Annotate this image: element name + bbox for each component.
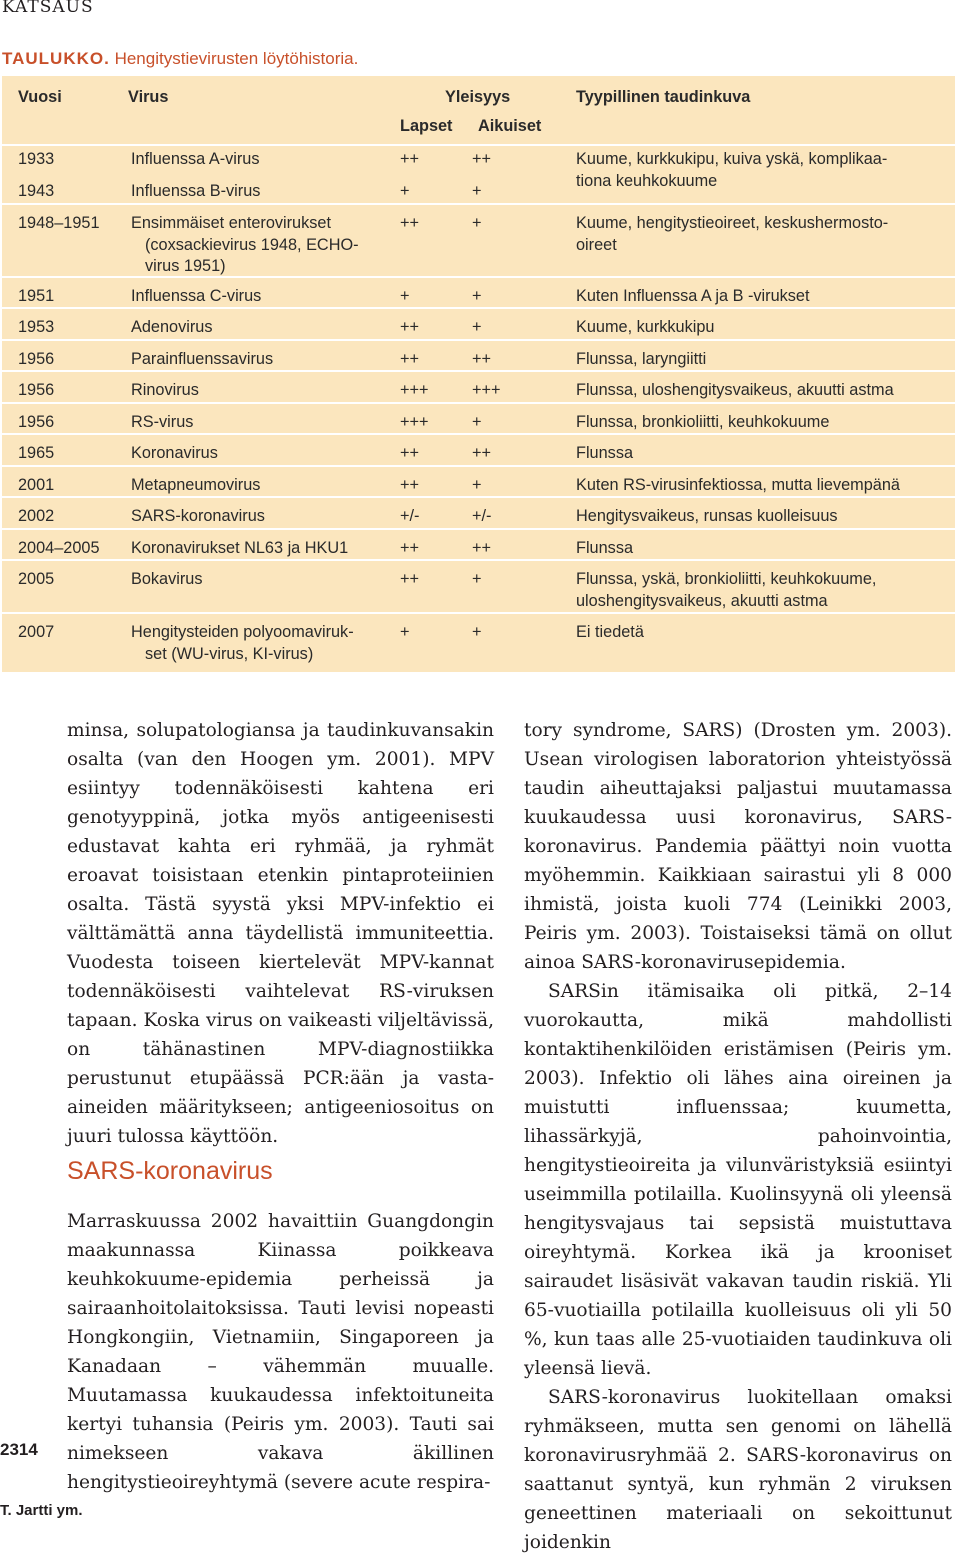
cell-adults: ++ — [472, 150, 492, 168]
cell-illness: uloshengitysvaikeus, akuutti astma — [576, 591, 828, 610]
cell-virus: Koronavirus — [131, 444, 218, 462]
row-divider — [2, 465, 955, 467]
cell-virus: SARS-koronavirus — [131, 507, 265, 525]
cell-children: ++ — [400, 570, 420, 588]
cell-year: 1933 — [18, 150, 55, 168]
header-illness: Tyypillinen taudinkuva — [576, 88, 751, 106]
cell-children: ++ — [400, 150, 420, 168]
cell-adults: +/- — [472, 507, 492, 525]
cell-children: +/- — [400, 507, 420, 525]
cell-adults: + — [472, 318, 482, 336]
paragraph-right-1: tory syndrome, SARS) (Drosten ym. 2003). Usean virologisen laboratorion yhteistyössä taudin aiheuttajaksi paljastui muutamassa kuukaudessa uusi koronavirus, SARS-koronavirus. Pandemia päättyi noin vuotta myöhemmin. Kaikkiaan sairastui yli 8 000 ihmistä, joista kuoli 774 (Leinikki 2003, Peiris ym. 2003). Toistaiseksi tämä on ollut ainoa SARS-koronavirusepidemia. — [524, 720, 952, 973]
cell-virus: Bokavirus — [131, 570, 203, 588]
header-adults: Aikuiset — [478, 117, 542, 135]
article-left-column — [67, 716, 494, 1151]
cell-adults: + — [472, 182, 482, 200]
cell-illness: Kuten Influenssa A ja B -virukset — [576, 287, 810, 305]
cell-children: ++ — [400, 214, 420, 232]
article-right-column — [524, 716, 952, 1557]
cell-virus: Parainfluenssavirus — [131, 350, 274, 368]
cell-illness: tiona keuhkokuume — [576, 171, 718, 190]
table-caption — [2, 49, 358, 69]
cell-adults: ++ — [472, 350, 492, 368]
cell-illness: oireet — [576, 235, 617, 254]
cell-adults: + — [472, 476, 482, 494]
cell-virus: Influenssa B-virus — [131, 182, 261, 200]
cell-year: 2001 — [18, 476, 55, 494]
cell-year: 1951 — [18, 287, 55, 305]
section-heading: SARS-koronavirus — [67, 1157, 273, 1185]
cell-illness: Flunssa — [576, 539, 634, 557]
header-virus: Virus — [128, 88, 169, 106]
page-number: 2314 — [0, 1440, 38, 1459]
cell-year: 2004–2005 — [18, 539, 100, 557]
cell-children: + — [400, 182, 410, 200]
table-caption-label: TAULUKKO. — [2, 49, 110, 68]
cell-illness: Hengitysvaikeus, runsas kuolleisuus — [576, 507, 838, 525]
cell-virus: Ensimmäiset enterovirukset — [131, 214, 331, 232]
cell-virus: set (WU-virus, KI-virus) — [145, 644, 314, 663]
cell-virus: Hengitysteiden polyoomaviruk- — [131, 623, 354, 641]
header-prevalence: Yleisyys — [445, 88, 511, 106]
cell-children: ++ — [400, 318, 420, 336]
cell-children: +++ — [400, 381, 429, 399]
paragraph-right-2: SARSin itämisaika oli pitkä, 2–14 vuorokautta, mikä mahdollisti kontaktihenkilöiden eristämisen (Peiris ym. 2003). Infektio oli lähes aina oireinen ja muistutti influenssaa; kuumetta, lihassärkyjä, pahoinvointia, hengitystieoireita ja vilunväristyksiä esiintyi useimmilla potilailla. Kuolinsyynä oli yleensä hengitysvajaus tai sepsistä muistuttava oireyhtymä. Korkea ikä ja krooniset sairaudet lisäsivät vakavan taudin riskiä. Yli 65-vuotiailla potilailla kuolleisuus oli yli 50 %, kun taas alle 25-vuotiaiden taudinkuva oli yleensä lievä. — [524, 981, 952, 1379]
cell-children: + — [400, 287, 410, 305]
cell-year: 1948–1951 — [18, 214, 100, 232]
cell-illness: Flunssa, uloshengitysvaikeus, akuutti astma — [576, 381, 894, 399]
cell-illness: Flunssa, laryngiitti — [576, 350, 707, 368]
cell-virus: Koronavirukset NL63 ja HKU1 — [131, 539, 349, 557]
section-label: KATSAUS — [2, 0, 94, 17]
cell-adults: + — [472, 570, 482, 588]
cell-year: 2007 — [18, 623, 55, 641]
virus-table — [2, 76, 955, 672]
table-caption-text: Hengitystievirusten löytöhistoria. — [114, 49, 359, 68]
cell-virus: RS-virus — [131, 413, 194, 431]
cell-year: 1943 — [18, 182, 55, 200]
cell-illness: Flunssa — [576, 444, 634, 462]
cell-virus: virus 1951) — [145, 257, 226, 275]
header-divider — [2, 144, 955, 146]
cell-children: ++ — [400, 476, 420, 494]
cell-virus: Metapneumovirus — [131, 476, 261, 494]
cell-illness: Kuume, hengitystieoireet, keskushermosto- — [576, 214, 889, 232]
author-footer: T. Jartti ym. — [0, 1502, 83, 1519]
cell-children: ++ — [400, 539, 420, 557]
cell-children: ++ — [400, 350, 420, 368]
cell-year: 2002 — [18, 507, 55, 525]
cell-year: 1956 — [18, 413, 55, 431]
paragraph-left-section: Marraskuussa 2002 havaittiin Guangdongin maakunnassa Kiinassa poikkeava keuhkokuume-epidemia perheissä ja sairaanhoitolaitoksissa. Tauti levisi nopeasti Hongkongiin, Vietnamiin, Singaporeen ja Kanadaan – vähemmän muualle. Muutamassa kuukaudessa infektoituneita kertyi tuhansia (Peiris ym. 2003). Tauti sai nimekseen vakava äkillinen hengitystieoireyhtymä (severe acute respira- — [67, 1211, 494, 1493]
cell-adults: +++ — [472, 381, 501, 399]
cell-children: ++ — [400, 444, 420, 462]
cell-illness: Flunssa, yskä, bronkioliitti, keuhkokuume, — [576, 570, 877, 588]
cell-year: 1956 — [18, 350, 55, 368]
cell-year: 1953 — [18, 318, 55, 336]
cell-adults: ++ — [472, 539, 492, 557]
article-left-section — [67, 1207, 494, 1497]
cell-illness: Kuume, kurkkukipu — [576, 318, 715, 336]
row-divider — [2, 203, 955, 205]
cell-virus: (coxsackievirus 1948, ECHO- — [145, 235, 359, 254]
cell-virus: Rinovirus — [131, 381, 199, 399]
paragraph-right-3: SARS-koronavirus luokitellaan omaksi ryhmäkseen, mutta sen genomi on lähellä koronavirusryhmää 2. SARS-koronavirus on saattanut syntyä, kun ryhmän 2 viruksen geneettinen materiaali on sekoittunut joidenkin — [524, 1387, 952, 1553]
cell-virus: Influenssa C-virus — [131, 287, 262, 305]
cell-virus: Influenssa A-virus — [131, 150, 260, 168]
cell-children: +++ — [400, 413, 429, 431]
paragraph-left-intro: minsa, solupatologiansa ja taudinkuvansakin osalta (van den Hoogen ym. 2001). MPV esiintyy todennäköisesti kahtena eri genotyyppinä, jotka myös antigeenisesti edustavat kahta eri ryhmää, ja ryhmät eroavat toisistaan etenkin pintaproteiinien osalta. Tästä syystä yksi MPV-infektio ei välttämättä anna täydellistä immuniteettia. Vuodesta toiseen kiertelevät MPV-kannat todennäköisesti vaihtelevat RS-viruksen tapaan. Koska virus on vaikeasti viljeltävissä, on tähänastinen MPV-diagnostiikka perustunut etupäässä PCR:ään ja vasta-aineiden määritykseen; antigeeniosoitus on juuri tulossa käyttöön. — [67, 720, 494, 1147]
row-divider — [2, 528, 955, 530]
header-year: Vuosi — [18, 88, 62, 106]
cell-children: + — [400, 623, 410, 641]
cell-adults: + — [472, 413, 482, 431]
cell-year: 2005 — [18, 570, 55, 588]
cell-virus: Adenovirus — [131, 318, 213, 336]
row-divider — [2, 612, 955, 614]
row-divider — [2, 339, 955, 341]
cell-illness: Kuten RS-virusinfektiossa, mutta lievempänä — [576, 476, 900, 494]
cell-year: 1965 — [18, 444, 55, 462]
cell-adults: + — [472, 287, 482, 305]
cell-illness: Flunssa, bronkioliitti, keuhkokuume — [576, 413, 830, 431]
cell-illness: Kuume, kurkkukipu, kuiva yskä, komplikaa- — [576, 150, 888, 168]
header-children: Lapset — [400, 117, 453, 135]
cell-year: 1956 — [18, 381, 55, 399]
cell-adults: + — [472, 214, 482, 232]
cell-adults: + — [472, 623, 482, 641]
cell-adults: ++ — [472, 444, 492, 462]
row-divider — [2, 402, 955, 404]
cell-illness: Ei tiedetä — [576, 623, 644, 641]
